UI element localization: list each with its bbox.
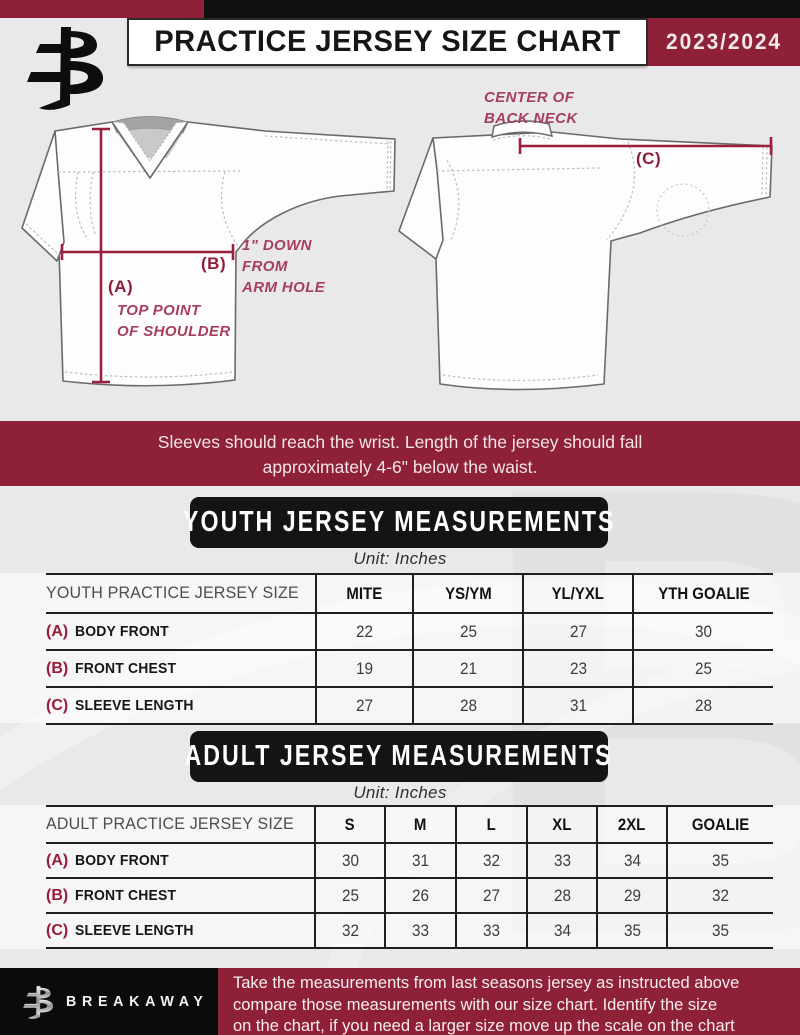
column-header: M — [385, 806, 456, 843]
jersey-diagrams — [0, 95, 800, 420]
table-cell: 28 — [527, 878, 597, 913]
adult-size-table — [46, 805, 773, 949]
column-header: 2XL — [597, 806, 667, 843]
table-row — [46, 650, 773, 687]
table-cell: 28 — [413, 687, 523, 724]
table-cell: 25 — [633, 650, 773, 687]
table-header-row — [46, 806, 773, 843]
fit-instruction-line1: Sleeves should reach the wrist. Length of the jersey should fall — [157, 432, 643, 452]
row-label: FRONT CHEST — [75, 659, 177, 677]
fit-instruction-line2: approximately 4-6" below the waist. — [262, 457, 538, 477]
row-tag: (C) — [46, 696, 69, 714]
measure-c-tag: (C) — [636, 149, 662, 168]
page-title: PRACTICE JERSEY SIZE CHART — [154, 25, 621, 58]
front-jersey-drawing — [22, 117, 395, 386]
table-cell: 25 — [315, 878, 385, 913]
table-cell: 25 — [413, 613, 523, 650]
row-tag: (B) — [46, 659, 69, 677]
table-header-row — [46, 574, 773, 613]
youth-section-title: YOUTH JERSEY MEASUREMENTS — [182, 506, 616, 538]
table-row — [46, 878, 773, 913]
column-header: XL — [527, 806, 597, 843]
table-cell: 29 — [597, 878, 667, 913]
table-cell: 30 — [633, 613, 773, 650]
column-header: S — [315, 806, 385, 843]
table-cell: 27 — [523, 613, 633, 650]
fit-instruction-banner — [0, 421, 800, 486]
row-tag: (A) — [46, 851, 69, 869]
adult-unit-label: Unit: Inches — [353, 783, 447, 802]
top-strip-maroon — [0, 0, 204, 18]
season-label: 2023/2024 — [666, 29, 782, 54]
season-badge — [648, 18, 800, 66]
measure-a-note: TOP POINT OF SHOULDER — [117, 302, 231, 340]
adult-section-banner — [184, 731, 614, 782]
table-cell: 34 — [527, 913, 597, 948]
table-cell: 32 — [315, 913, 385, 948]
column-header: YL/YXL — [523, 574, 633, 613]
table-cell: 31 — [385, 843, 456, 878]
row-label: SLEEVE LENGTH — [75, 696, 194, 714]
table-row — [46, 913, 773, 948]
table-cell: 34 — [597, 843, 667, 878]
measure-b-note: 1" DOWN FROM ARM HOLE — [242, 237, 326, 296]
column-header: MITE — [316, 574, 413, 613]
table-cell: 31 — [523, 687, 633, 724]
breakaway-b-logo-icon — [22, 984, 55, 1019]
table-cell: 33 — [527, 843, 597, 878]
row-label: BODY FRONT — [75, 851, 170, 869]
column-header: YOUTH PRACTICE JERSEY SIZE — [46, 574, 316, 613]
table-cell: 30 — [315, 843, 385, 878]
table-cell: 28 — [633, 687, 773, 724]
row-tag: (C) — [46, 921, 69, 939]
table-row — [46, 843, 773, 878]
row-tag: (B) — [46, 886, 69, 904]
table-cell: 22 — [316, 613, 413, 650]
table-cell: 35 — [667, 843, 773, 878]
table-cell: 32 — [667, 878, 773, 913]
column-header: GOALIE — [667, 806, 773, 843]
youth-unit-label: Unit: Inches — [353, 549, 447, 568]
adult-section-title: ADULT JERSEY MEASUREMENTS — [184, 740, 614, 772]
table-cell: 23 — [523, 650, 633, 687]
breakaway-b-logo-icon — [24, 22, 108, 110]
table-cell: 27 — [456, 878, 527, 913]
youth-section-banner — [182, 497, 616, 548]
table-cell: 32 — [456, 843, 527, 878]
table-cell: 33 — [456, 913, 527, 948]
table-cell: 35 — [597, 913, 667, 948]
measure-a-tag: (A) — [108, 277, 134, 296]
table-cell: 19 — [316, 650, 413, 687]
center-back-neck-note: CENTER OF BACK NECK — [484, 89, 578, 127]
top-strip-black — [204, 0, 800, 18]
column-header: YTH GOALIE — [633, 574, 773, 613]
brand-name: BREAKAWAY — [66, 993, 209, 1010]
row-label: FRONT CHEST — [75, 886, 177, 904]
table-cell: 33 — [385, 913, 456, 948]
title-bar — [127, 18, 648, 66]
column-header: ADULT PRACTICE JERSEY SIZE — [46, 806, 315, 843]
column-header: L — [456, 806, 527, 843]
table-cell: 21 — [413, 650, 523, 687]
back-jersey-drawing — [399, 121, 772, 390]
footer-instructions: Take the measurements from last seasons jersey as instructed above compare those measurements with our size chart. Identify the size on the chart, if you need a larger size move up the scale on the chart — [233, 974, 740, 1035]
row-tag: (A) — [46, 622, 69, 640]
row-label: SLEEVE LENGTH — [75, 921, 194, 939]
footer-brand — [22, 984, 216, 1019]
measure-b-tag: (B) — [201, 254, 227, 273]
youth-size-table — [46, 573, 773, 725]
table-row — [46, 687, 773, 724]
row-label: BODY FRONT — [75, 622, 170, 640]
column-header: YS/YM — [413, 574, 523, 613]
table-cell: 27 — [316, 687, 413, 724]
table-cell: 35 — [667, 913, 773, 948]
table-cell: 26 — [385, 878, 456, 913]
table-row — [46, 613, 773, 650]
